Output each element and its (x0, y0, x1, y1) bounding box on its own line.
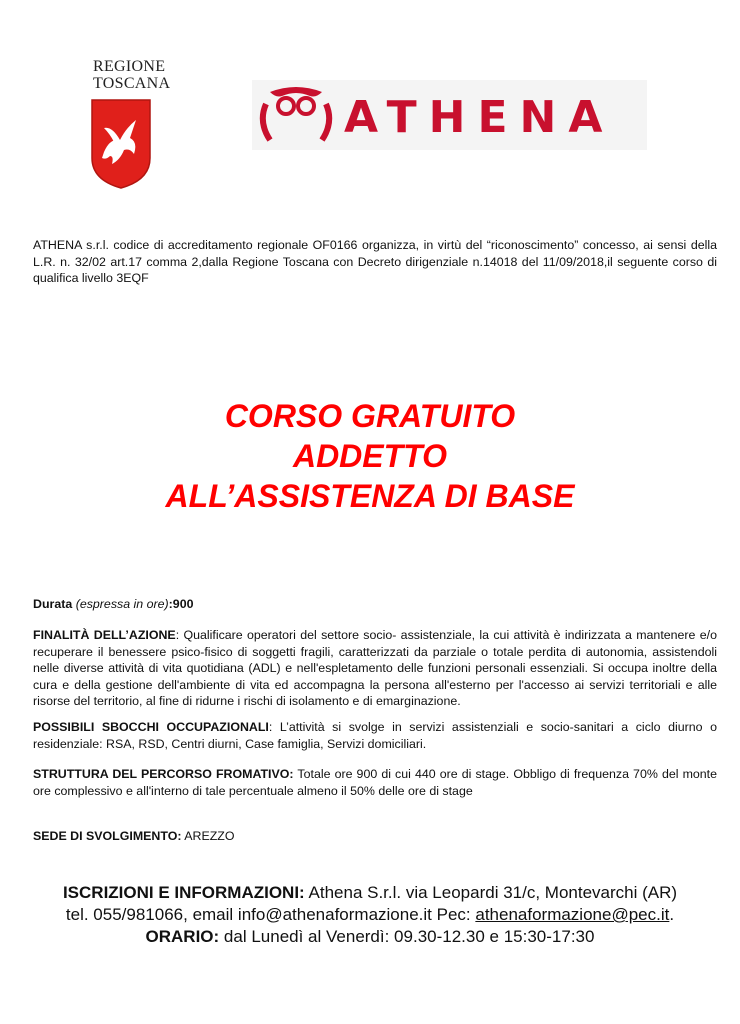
sede-section (33, 828, 717, 845)
orario-label: ORARIO: (145, 927, 220, 946)
regione-toscana-logo (90, 58, 182, 190)
athena-logo (252, 80, 647, 150)
durata-section (33, 596, 717, 613)
iscrizioni-label: ISCRIZIONI E INFORMAZIONI: (62, 883, 305, 902)
intro-paragraph: ATHENA s.r.l. codice di accreditamento regionale OF0166 organizza, in virtù del “riconoscimento” concesso, ai sensi della L.R. n. 32/02 art.17 comma 2,dalla Regione Toscana con Decreto dirigenziale n.14018 del 11/09/2018,il seguente corso di qualifica livello 3EQF (33, 238, 717, 285)
iscrizioni-text: Athena S.r.l. via Leopardi 31/c, Montevarchi (AR) (304, 883, 678, 902)
orario-text: dal Lunedì al Venerdì: 09.30-12.30 e 15:30-17:30 (219, 927, 595, 946)
title-line-2: ADDETTO (292, 438, 448, 474)
contatti-text: tel. 055/981066, email info@athenaformazione.it Pec: (65, 905, 476, 924)
athena-wordmark: ATHENA (344, 92, 615, 143)
pec-after: . (669, 905, 675, 924)
sbocchi-label: POSSIBILI SBOCCHI OCCUPAZIONALI (33, 720, 269, 734)
regione-logo-line1: REGIONE (93, 58, 166, 75)
sede-text: AREZZO (181, 829, 235, 843)
durata-value: :900 (168, 597, 194, 611)
regione-logo-line2: TOSCANA (93, 75, 171, 92)
pec-link[interactable]: athenaformazione@pec.it (475, 905, 670, 924)
sede-label: SEDE DI SVOLGIMENTO: (33, 829, 182, 843)
sbocchi-text: : L’attività si svolge in servizi assistenziali e socio-sanitari a ciclo diurno o residenziale: RSA, RSD, Centri diurni, Case famiglia, Servizi domiciliari. (33, 720, 717, 751)
athena-owl-icon (256, 84, 336, 146)
title-line-1: CORSO GRATUITO (224, 398, 516, 434)
finalita-section (33, 627, 717, 710)
durata-label: Durata (33, 597, 73, 611)
struttura-section (33, 766, 717, 799)
struttura-label: STRUTTURA DEL PERCORSO FROMATIVO: (33, 767, 294, 781)
iscrizioni-line (0, 882, 740, 904)
course-title (0, 396, 740, 516)
finalita-label: FINALITÀ DELL’AZIONE (33, 628, 176, 642)
sbocchi-section (33, 719, 717, 752)
finalita-text: : Qualificare operatori del settore socio- assistenziale, la cui attività è indirizzata a mantenere e/o recuperare il benessere psico-fisico di soggetti fragili, caratterizzati da parziale o totale perdita di autonomia, assistendoli nelle diverse attività di vita quotidiana (ADL) e nell'espletamento delle funzioni personali essenziali. Si occupa inoltre della cura e della gestione dell'ambiente di vita ed accompagna la persona all'esterno per l'accesso ai servizi territoriali e alle risorse del territorio, al fine di ridurne i rischi di isolamento e di emarginazione. (33, 628, 718, 708)
title-line-3: ALL’ASSISTENZA DI BASE (165, 478, 575, 514)
contatti-line (0, 904, 740, 926)
contact-footer (0, 882, 740, 948)
orario-line (0, 926, 740, 948)
struttura-text: Totale ore 900 di cui 440 ore di stage. Obbligo di frequenza 70% del monte ore complessivo e all'interno di tale percentuale almeno il 50% delle ore di stage (33, 767, 718, 798)
durata-note: (espressa in ore) (75, 597, 169, 611)
pegasus-shield-icon (90, 98, 152, 190)
